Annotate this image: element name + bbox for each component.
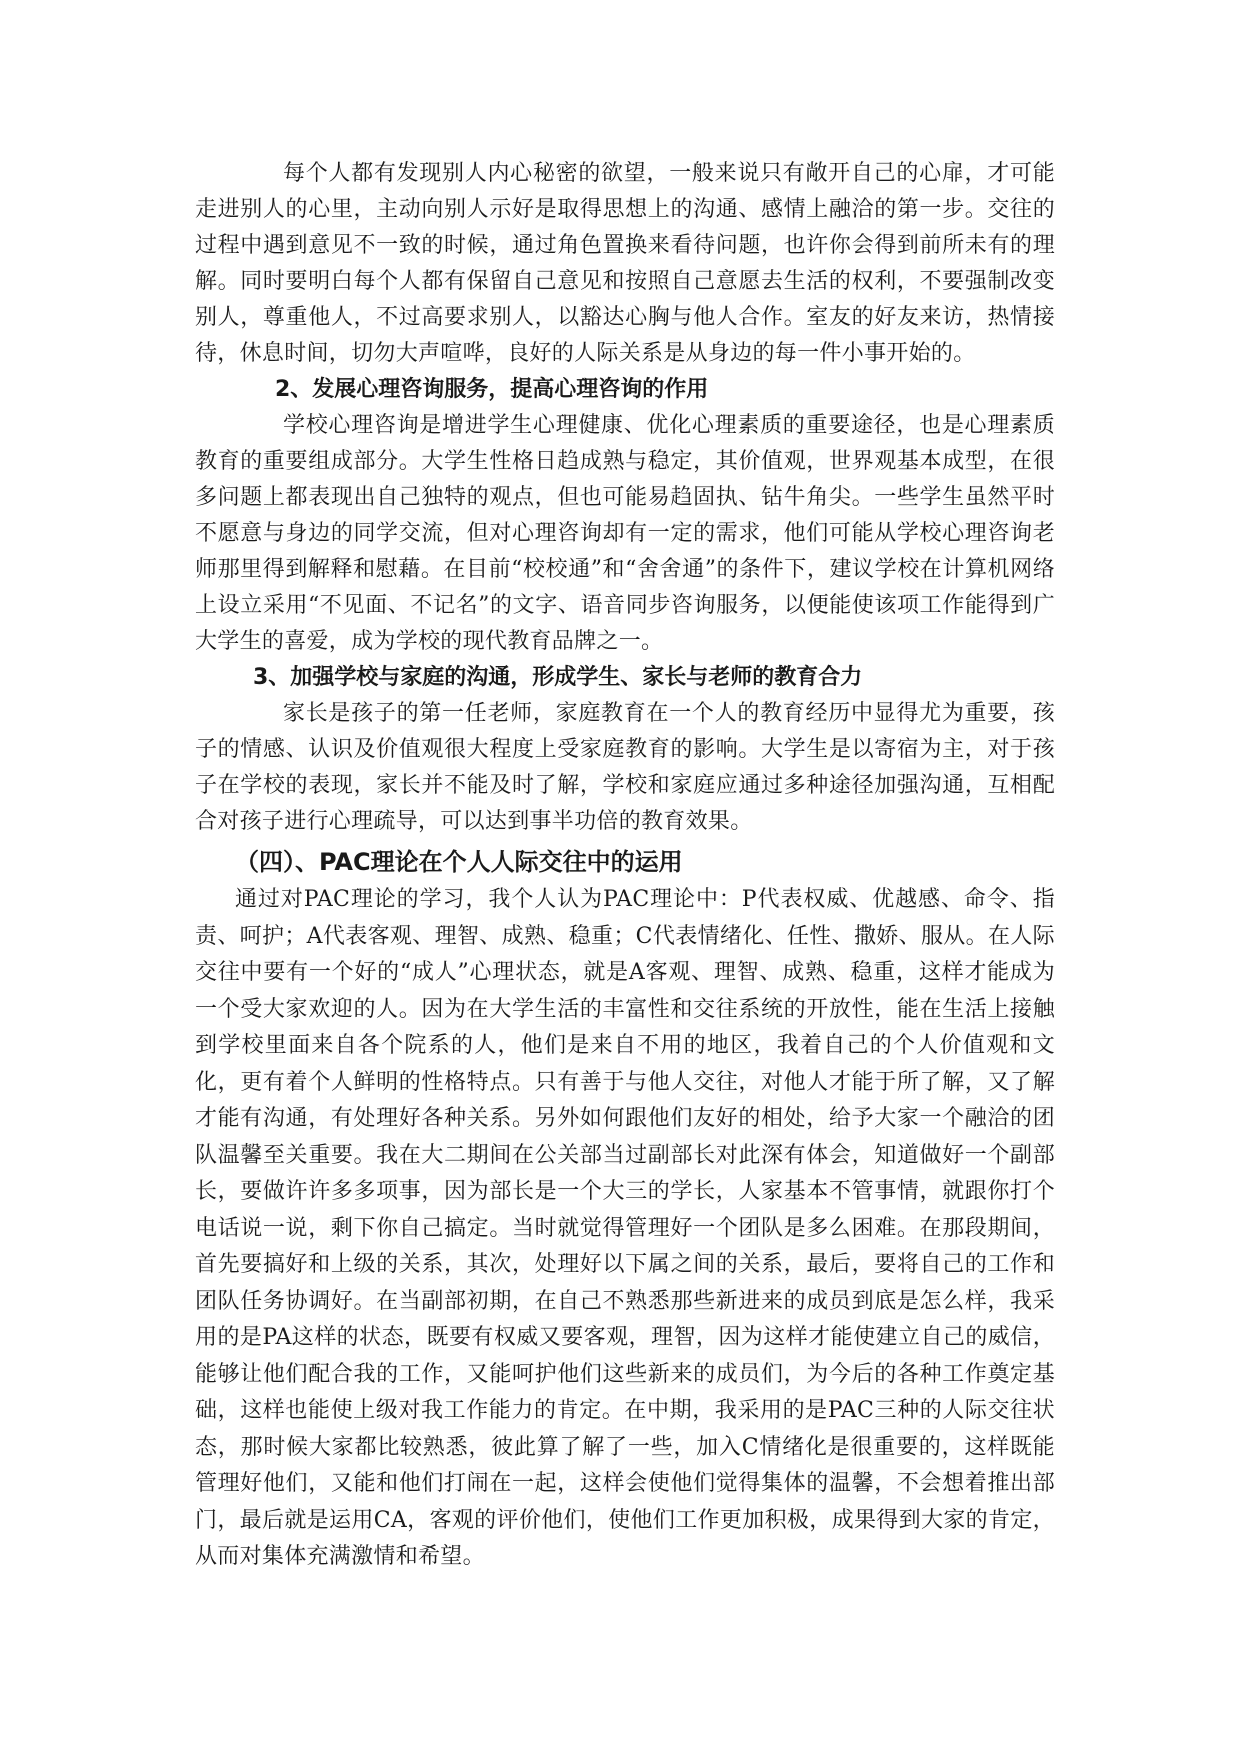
document-page <box>195 156 1055 1576</box>
paragraph-pac: 通过对PAC理论的学习，我个人认为PAC理论中：P代表权威、优越感、命令、指责、呵护；A代表客观、理智、成熟、稳重；C代表情绪化、任性、撒娇、服从。在人际交往中要有一个好的“成人”心理状态，就是A客观、理智、成熟、稳重，这样才能成为一个受大家欢迎的人。因为在大学生活的丰富性和交往系统的开放性，能在生活上接触到学校里面来自各个院系的人，他们是来自不用的地区，我着自己的个人价值观和文化，更有着个人鲜明的性格特点。只有善于与他人交往，对他人才能于所了解，又了解才能有沟通，有处理好各种关系。另外如何跟他们友好的相处，给予大家一个融洽的团队温馨至关重要。我在大二期间在公关部当过副部长对此深有体会，知道做好一个副部长，要做许许多多项事，因为部长是一个大三的学长，人家基本不管事情，就跟你打个电话说一说，剩下你自己搞定。当时就觉得管理好一个团队是多么困难。在那段期间，首先要搞好和上级的关系，其次，处理好以下属之间的关系，最后，要将自己的工作和团队任务协调好。在当副部初期，在自己不熟悉那些新进来的成员到底是怎么样，我采用的是PA这样的状态，既要有权威又要客观，理智，因为这样才能使建立自己的威信，能够让他们配合我的工作，又能呵护他们这些新来的成员们，为今后的各种工作奠定基础，这样也能使上级对我工作能力的肯定。在中期，我采用的是PAC三种的人际交往状态，那时候大家都比较熟悉，彼此算了解了一些，加入C情绪化是很重要的，这样既能管理好他们，又能和他们打闹在一起，这样会使他们觉得集体的温馨，不会想着推出部门，最后就是运用CA，客观的评价他们，使他们工作更加积极，成果得到大家的肯定，从而对集体充满激情和希望。 <box>195 887 1055 1569</box>
paragraph-counseling: 学校心理咨询是增进学生心理健康、优化心理素质的重要途径，也是心理素质教育的重要组成部分。大学生性格日趋成熟与稳定，其价值观，世界观基本成型，在很多问题上都表现出自己独特的观点，但也可能易趋固执、钻牛角尖。一些学生虽然平时不愿意与身边的同学交流，但对心理咨询却有一定的需求，他们可能从学校心理咨询老师那里得到解释和慰藉。在目前“校校通”和“舍舍通”的条件下，建议学校在计算机网络上设立采用“不见面、不记名”的文字、语音同步咨询服务，以便能使该项工作能得到广大学生的喜爱，成为学校的现代教育品牌之一。 <box>195 413 1055 654</box>
section-heading-counseling: 2、发展心理咨询服务，提高心理咨询的作用 <box>275 377 709 402</box>
section-heading-pac: （四）、PAC理论在个人人际交往中的运用 <box>235 848 683 876</box>
paragraph-school-family: 家长是孩子的第一任老师，家庭教育在一个人的教育经历中显得尤为重要，孩子的情感、认识及价值观很大程度上受家庭教育的影响。大学生是以寄宿为主，对于孩子在学校的表现，家长并不能及时了解，学校和家庭应通过多种途径加强沟通，互相配合对孩子进行心理疏导，可以达到事半功倍的教育效果。 <box>195 701 1055 834</box>
section-heading-school-family: 3、加强学校与家庭的沟通，形成学生、家长与老师的教育合力 <box>253 665 863 690</box>
paragraph-interpersonal-advice: 每个人都有发现别人内心秘密的欲望，一般来说只有敞开自己的心扉，才可能走进别人的心里，主动向别人示好是取得思想上的沟通、感情上融洽的第一步。交往的过程中遇到意见不一致的时候，通过角色置换来看待问题，也许你会得到前所未有的理解。同时要明白每个人都有保留自己意见和按照自己意愿去生活的权利，不要强制改变别人，尊重他人，不过高要求别人，以豁达心胸与他人合作。室友的好友来访，热情接待，休息时间，切勿大声喧哗，良好的人际关系是从身边的每一件小事开始的。 <box>195 161 1055 366</box>
